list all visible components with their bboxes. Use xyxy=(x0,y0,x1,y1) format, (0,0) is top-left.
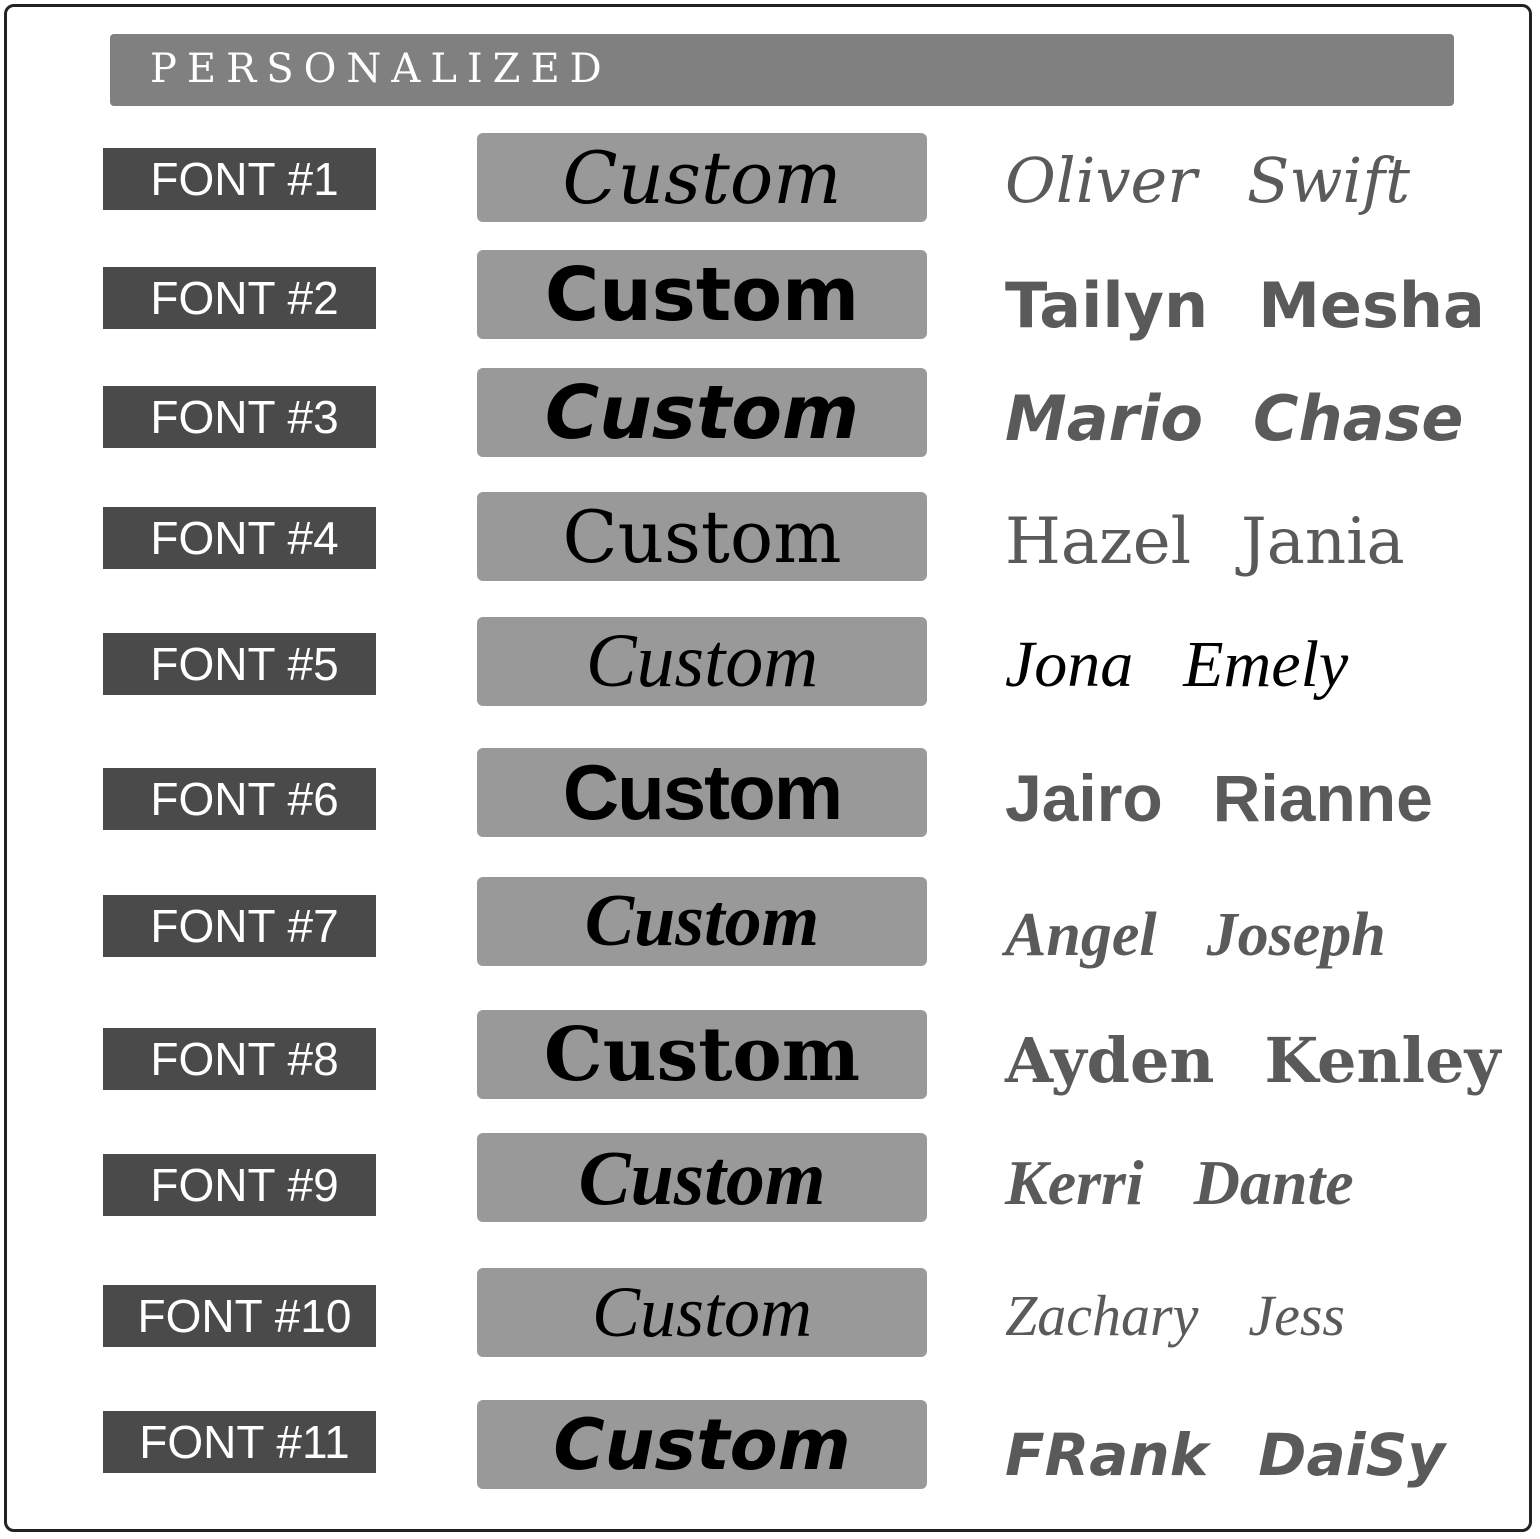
font-sample: Custom xyxy=(477,748,927,837)
example-name: Jairo xyxy=(1005,761,1163,835)
example-names xyxy=(1005,748,1505,848)
example-name: Rianne xyxy=(1212,761,1433,835)
example-names xyxy=(1005,885,1505,985)
example-name: Hazel xyxy=(1005,505,1192,579)
example-name: Zachary xyxy=(1005,1282,1199,1348)
example-name: FRank xyxy=(1005,1421,1209,1489)
example-names xyxy=(1005,1010,1505,1110)
example-names xyxy=(1005,492,1505,592)
font-label: FONT #4 xyxy=(103,507,376,569)
font-row-5 xyxy=(0,605,1540,725)
example-names xyxy=(1005,1265,1505,1365)
header-bar xyxy=(110,34,1454,106)
example-name: Tailyn xyxy=(1005,268,1209,342)
example-name: Mesha xyxy=(1258,268,1485,342)
font-label: FONT #8 xyxy=(103,1028,376,1090)
font-sample: Custom xyxy=(477,1400,927,1489)
font-row-6 xyxy=(0,740,1540,860)
example-name: Oliver xyxy=(1005,143,1197,217)
font-sample: Custom xyxy=(477,133,927,222)
example-name: Jania xyxy=(1241,505,1405,579)
font-label: FONT #10 xyxy=(103,1285,376,1347)
font-row-9 xyxy=(0,1125,1540,1245)
example-name: Emely xyxy=(1183,628,1349,701)
font-sample: Custom xyxy=(477,877,927,966)
example-name: Kerri xyxy=(1005,1147,1144,1218)
font-row-3 xyxy=(0,360,1540,480)
example-name: Mario xyxy=(1005,381,1203,455)
font-sample: Custom xyxy=(477,1133,927,1222)
example-names xyxy=(1005,615,1505,715)
font-sample: Custom xyxy=(477,1268,927,1357)
example-name: Dante xyxy=(1193,1147,1354,1218)
example-name: Angel xyxy=(1005,900,1157,969)
font-row-11 xyxy=(0,1390,1540,1510)
font-label: FONT #6 xyxy=(103,768,376,830)
example-name: DaiSy xyxy=(1258,1421,1446,1489)
font-label: FONT #7 xyxy=(103,895,376,957)
example-name: Jona xyxy=(1005,628,1134,701)
font-row-7 xyxy=(0,870,1540,990)
font-label: FONT #1 xyxy=(103,148,376,210)
example-name: Chase xyxy=(1252,381,1464,455)
font-row-1 xyxy=(0,120,1540,240)
example-name: Swift xyxy=(1246,143,1411,217)
font-row-10 xyxy=(0,1260,1540,1380)
font-sample: Custom xyxy=(477,617,927,706)
example-name: Joseph xyxy=(1206,900,1386,969)
font-row-2 xyxy=(0,240,1540,360)
example-name: Jess xyxy=(1248,1282,1345,1348)
font-sample: Custom xyxy=(477,1010,927,1099)
font-label: FONT #5 xyxy=(103,633,376,695)
example-names xyxy=(1005,130,1505,230)
example-names xyxy=(1005,368,1505,468)
font-sample: Custom xyxy=(477,492,927,581)
example-name: Ayden xyxy=(1005,1023,1215,1097)
font-label: FONT #11 xyxy=(103,1411,376,1473)
font-label: FONT #9 xyxy=(103,1154,376,1216)
example-name: Kenley xyxy=(1264,1023,1501,1097)
font-row-4 xyxy=(0,480,1540,600)
font-sample: Custom xyxy=(477,250,927,339)
font-label: FONT #2 xyxy=(103,267,376,329)
example-names xyxy=(1005,1405,1505,1505)
example-names xyxy=(1005,255,1505,355)
header-title: PERSONALIZED xyxy=(150,46,612,92)
font-label: FONT #3 xyxy=(103,386,376,448)
example-names xyxy=(1005,1133,1505,1233)
font-row-8 xyxy=(0,1000,1540,1120)
font-sample: Custom xyxy=(477,368,927,457)
